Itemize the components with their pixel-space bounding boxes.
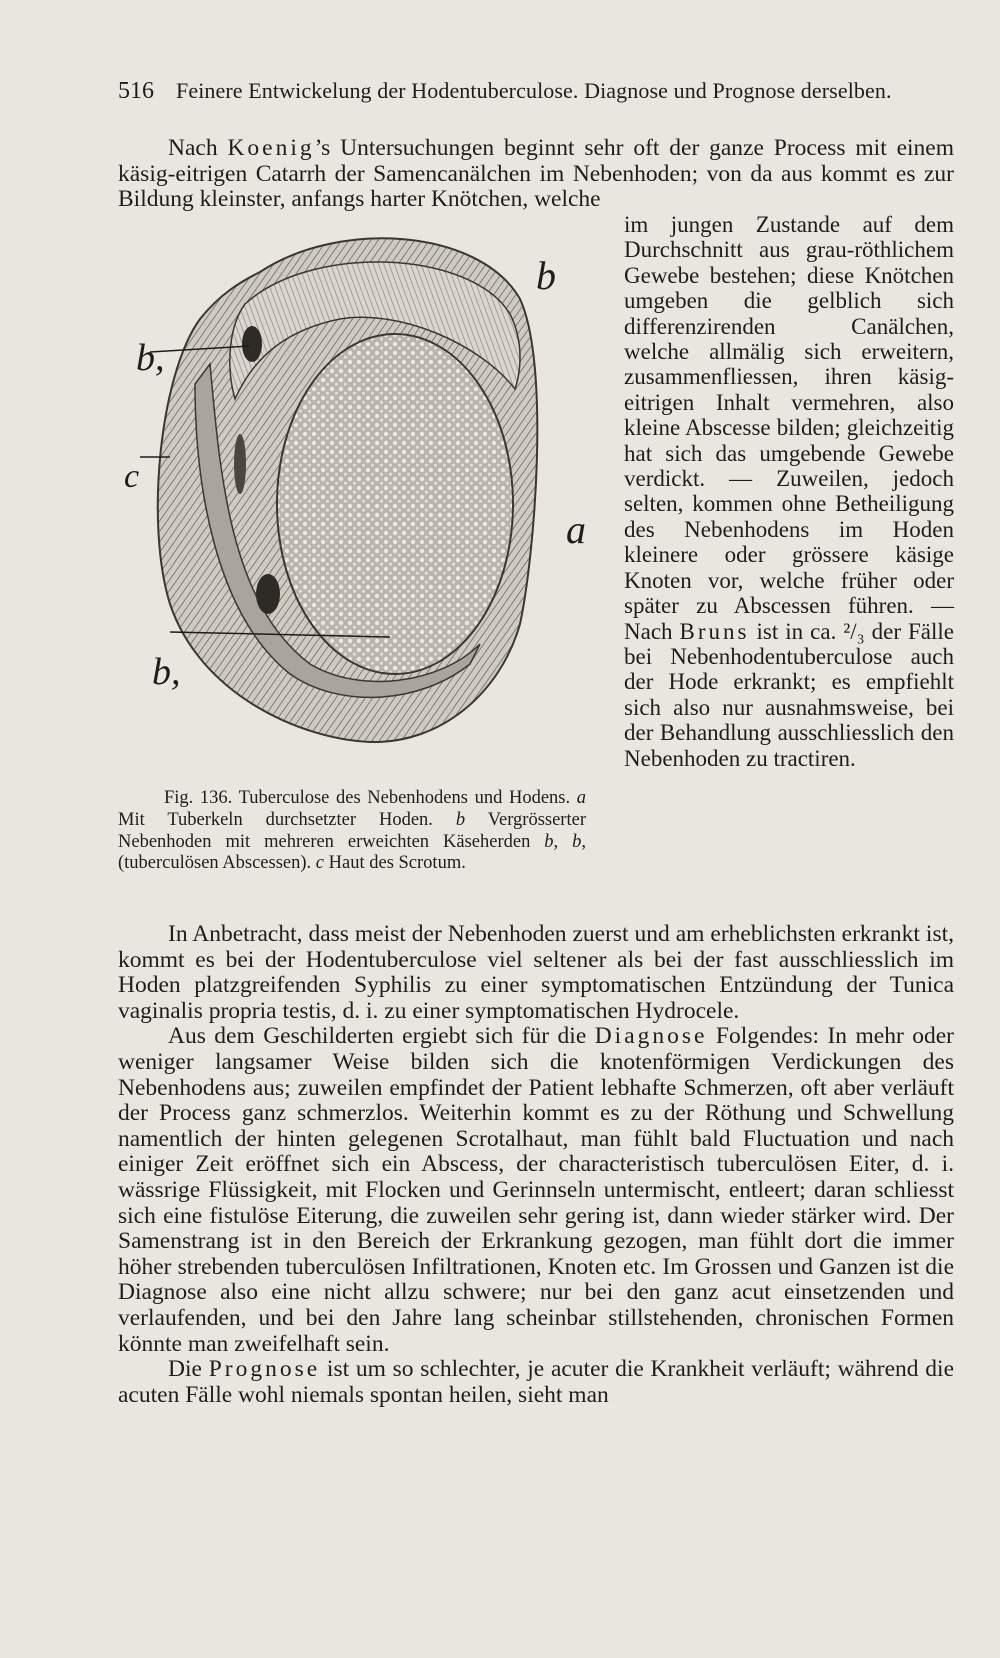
- main-text-lower: [118, 922, 954, 1408]
- figure-label-c: c: [124, 458, 140, 495]
- running-head: [118, 76, 954, 110]
- author-koenig: Koenig: [227, 135, 315, 161]
- figure-136-illustration: [140, 224, 610, 790]
- wrapped-text-column: [624, 212, 954, 771]
- testis-cross-section-drawing: [140, 224, 610, 790]
- caption-ref-a: a: [576, 788, 586, 808]
- prognose-text-a: Die: [168, 1356, 209, 1383]
- term-prognose: Prognose: [208, 1356, 321, 1383]
- paragraph-diagnose: [118, 1024, 954, 1357]
- paragraph-prognose: [118, 1357, 954, 1408]
- diagnose-text-a: Aus dem Geschilderten ergiebt sich für die: [168, 1023, 595, 1050]
- paragraph-hydrocele: In Anbetracht, dass meist der Nebenhoden zuerst und am erheblichsten erkrankt ist, kommt es bei der Hodentuberculose viel seltener als bei der fast ausschliesslich im Hoden platzgreifenden Syphilis zu einer symptomatischen Entzündung der Tunica vaginalis propria testis, d. i. zu einer symptomatischen Hydrocele.: [118, 921, 954, 1024]
- caseous-focus-top: [242, 326, 262, 362]
- page-number: 516: [118, 78, 154, 104]
- term-diagnose: Diagnose: [594, 1023, 708, 1050]
- caption-part-b: Mit Tuberkeln durchsetzter Hoden.: [118, 809, 456, 830]
- caption-part-a: Fig. 136. Tuberculose des Nebenhodens und Hodens.: [164, 788, 577, 808]
- caption-part-c: Vergrösserter Nebenhoden mit mehreren erweichten Käseherden: [118, 809, 586, 852]
- figure-label-b1-bottom: b,: [152, 651, 181, 693]
- intro-text-b: ’s Untersuchungen beginnt sehr oft der ganze Process mit einem käsig-eitrigen Catarrh der Samencanälchen im Nebenhoden; von da aus kommt es zur Bildung kleinster, anfangs harter Knötchen, welche: [118, 135, 954, 213]
- intro-paragraph: [118, 136, 954, 213]
- caption-ref-c: c: [315, 853, 325, 874]
- caseous-focus-bottom: [256, 574, 280, 614]
- diagnose-text-b: Folgendes: In mehr oder weniger langsamer Weise bilden sich die knotenförmigen Verdickungen des Nebenhodens aus; zuweilen empfindet der Patient lebhafte Schmerzen, oft aber verläuft der Process ganz schmerzlos. Weiterhin kommt es zu der Röthung und Schwellung namentlich der hinten gelegenen Scrotalhaut, man fühlt bald Fluctuation und nach einiger Zeit eröffnet sich ein Abscess, der characteristisch tuberculösen Eiter, d. i. wässrige Flüssigkeit, mit Flocken und Gerinnseln untermischt, entleert; daran schliesst sich eine fistulöse Eiterung, die zuweilen sehr gering ist, dann wieder stärker wird. Der Samenstrang ist in den Bereich der Erkrankung gezogen, man fühlt dort die immer höher strebenden tuberculösen Infiltrationen, Knoten etc. Im Grossen und Ganzen ist die Diagnose also eine nicht allzu schwere; nur bei den ganz acut einsetzenden und verlaufenden, und bei den Jahre lang scheinbar stillstehenden, chronischen Formen könnte man zweifelhaft sein.: [118, 1023, 954, 1357]
- author-bruns: Bruns: [679, 618, 750, 644]
- caption-part-e: Haut des Scrotum.: [324, 853, 466, 874]
- testis-with-tubercles: [277, 334, 513, 674]
- intro-text-a: Nach: [168, 135, 228, 161]
- wrap-text-b: ist in ca. ²/₃ der Fälle bei Nebenhodentuberculose auch der Hode erkrankt; es empfiehlt sich also nur ausnahmsweise, bei der Behandlung ausschliesslich den Nebenhoden zu tractiren.: [624, 618, 955, 771]
- figure-caption: [118, 788, 586, 875]
- running-title: Feinere Entwickelung der Hodentuberculose. Diagnose und Prognose derselben.: [176, 78, 892, 103]
- caption-part-d: (tuberculösen Abscessen).: [118, 853, 316, 874]
- caseous-focus-middle: [234, 434, 246, 494]
- prognose-text-b: ist um so schlechter, je acuter die Krankheit verläuft; während die acuten Fälle wohl niemals spontan heilen, sieht man: [118, 1356, 954, 1408]
- figure-label-a: a: [566, 507, 586, 552]
- wrap-text-a: im jungen Zustande auf dem Durchschnitt aus grau-röthlichem Gewebe bestehen; diese Knötchen umgeben die gelblich sich differenzirenden Canälchen, welche allmälig sich erweitern, zusammenfliessen, ihren käsig-eitrigen Inhalt vermehren, also kleine Abscesse bilden; gleichzeitig hat sich das umgebende Gewebe verdickt. — Zuweilen, jedoch selten, kommen ohne Betheiligung des Nebenhodens im Hoden kleinere oder grössere käsige Knoten vor, welche früher oder später zu Abscessen führen. — Nach: [624, 212, 954, 644]
- figure-label-b: b: [536, 253, 556, 298]
- caption-ref-b: b: [455, 809, 466, 830]
- caption-ref-b1: b, b,: [544, 831, 587, 852]
- figure-label-b1-top: b,: [136, 337, 165, 379]
